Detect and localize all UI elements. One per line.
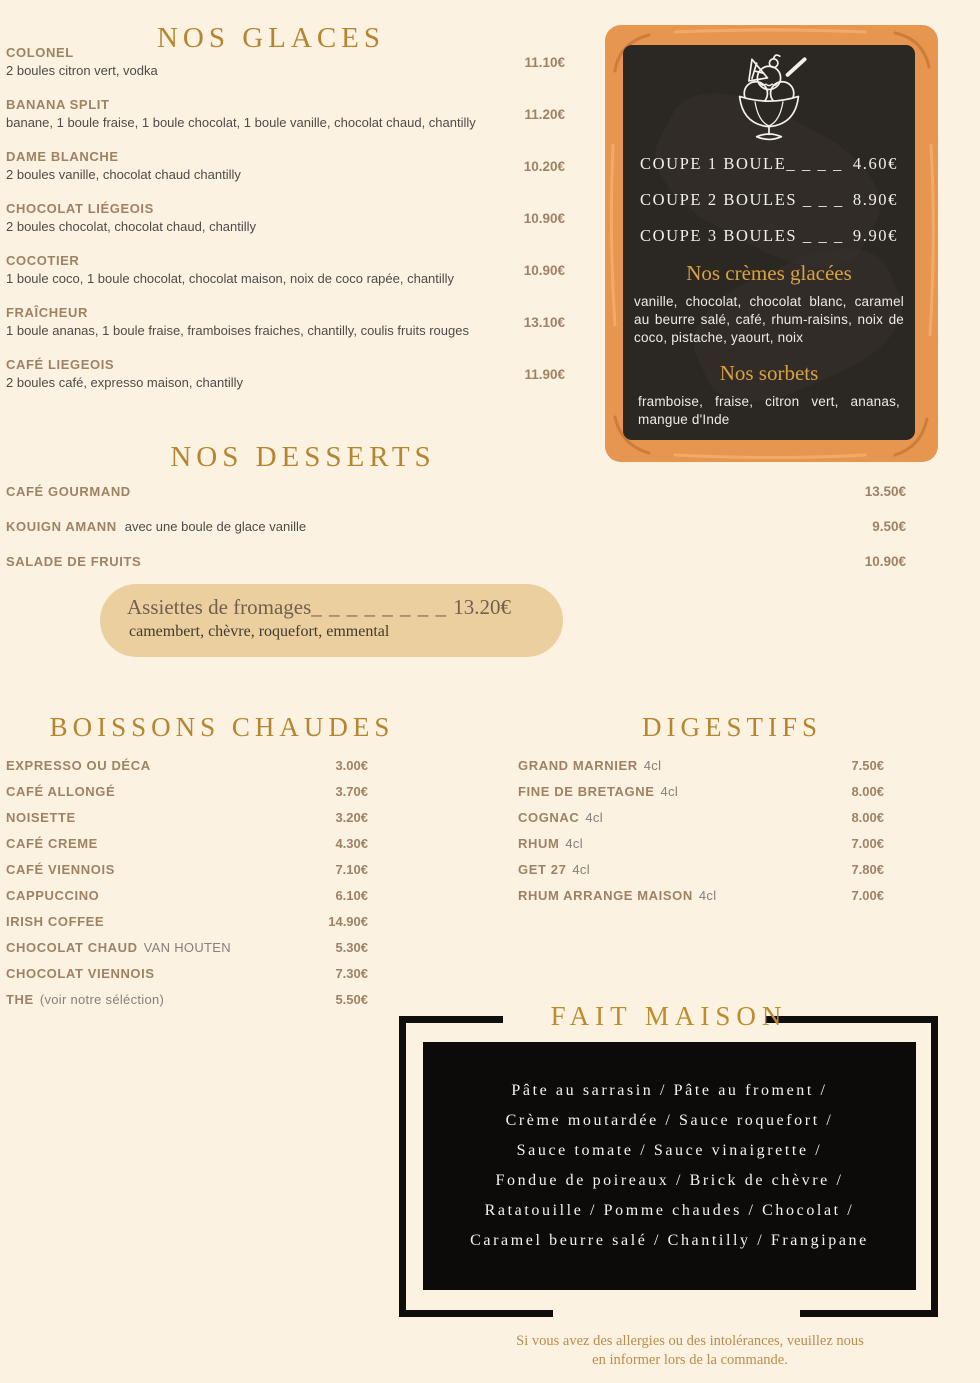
item-name: FRAÎCHEUR — [6, 305, 88, 320]
allergy-notice-line2: en informer lors de la commande. — [592, 1352, 788, 1368]
item-name: CAFÉ ALLONGÉ — [6, 784, 116, 799]
item-price: 5.50€ — [335, 992, 368, 1007]
item-name: COCOTIER — [6, 253, 80, 268]
item-name: CAFÉ LIEGEOIS — [6, 357, 115, 372]
item-description: banane, 1 boule fraise, 1 boule chocolat, 1 boule vanille, chocolat chaud, chantilly — [6, 115, 476, 130]
digestifs-section-title: DIGESTIFS — [641, 712, 822, 742]
menu-item-row — [6, 252, 565, 288]
allergy-notice-line1: Si vous avez des allergies ou des intolérances, veuillez nous — [516, 1333, 864, 1349]
coupe-label: COUPE 2 BOULES — [640, 190, 798, 209]
fait-maison-line: Ratatouille / Pomme chaudes / Chocolat / — [484, 1202, 855, 1219]
item-name: CHOCOLAT VIENNOIS — [6, 966, 155, 981]
coupe-row — [640, 189, 898, 211]
item-price: 13.10€ — [523, 314, 565, 330]
dessert-row — [6, 518, 906, 536]
item-name: DAME BLANCHE — [6, 149, 119, 164]
item-name: FINE DE BRETAGNE — [518, 784, 655, 799]
frame-gap-bottom — [553, 1306, 800, 1319]
item-description: 1 boule ananas, 1 boule fraise, framboises fraiches, chantilly, coulis fruits rouges — [6, 323, 469, 338]
item-price: 6.10€ — [335, 888, 368, 903]
item-description: 2 boules chocolat, chocolat chaud, chantilly — [6, 219, 257, 234]
menu-item-row — [6, 44, 565, 80]
drink-row — [518, 809, 884, 826]
digestifs-list — [518, 757, 884, 913]
drink-row — [6, 991, 368, 1008]
fait-maison-line: Fondue de poireaux / Brick de chèvre / — [495, 1172, 844, 1189]
coupe-dots: _ _ _ — [797, 190, 850, 209]
glaces-list — [6, 44, 565, 408]
coupe-label: COUPE 3 BOULES — [640, 226, 798, 245]
item-price: 11.10€ — [524, 54, 565, 70]
item-name: RHUM — [518, 836, 560, 851]
item-price: 14.90€ — [328, 914, 368, 929]
item-name: CAFÉ CREME — [6, 836, 98, 851]
fromages-title: Assiettes de fromages — [127, 595, 312, 619]
glaces-section-title: NOS GLACES — [156, 22, 386, 54]
menu-item-row — [6, 304, 565, 340]
item-price: 7.30€ — [335, 966, 368, 981]
item-note: 4cl — [572, 862, 590, 877]
drink-row — [6, 835, 368, 852]
coupe-price-list — [623, 153, 915, 247]
item-name: GET 27 — [518, 862, 567, 877]
fromages-price: 13.20€ — [453, 595, 512, 619]
item-name: CHOCOLAT CHAUD — [6, 940, 138, 955]
coupe-dots: _ _ _ — [797, 226, 850, 245]
item-note: 4cl — [660, 784, 679, 799]
chalkboard-surface — [623, 45, 915, 440]
fait-maison-line: Pâte au sarrasin / Pâte au froment / — [511, 1082, 828, 1099]
item-description: 1 boule coco, 1 boule chocolat, chocolat maison, noix de coco rapée, chantilly — [6, 271, 455, 286]
drink-row — [518, 887, 884, 904]
item-price: 3.00€ — [335, 758, 368, 773]
item-price: 9.50€ — [872, 519, 906, 534]
boissons-list — [6, 757, 368, 1017]
drink-row — [6, 965, 368, 982]
coupe-price: 9.90€ — [852, 226, 898, 245]
sorbets-flavors: framboise, fraise, citron vert, ananas, mangue d'Inde — [638, 394, 900, 427]
sundae-icon — [721, 53, 817, 143]
drink-row — [6, 939, 368, 956]
item-price: 3.70€ — [335, 784, 368, 799]
fait-maison-line: Caramel beurre salé / Chantilly / Frangipane — [470, 1232, 869, 1249]
item-price: 10.90€ — [864, 554, 906, 569]
item-note: (voir notre séléction) — [39, 992, 165, 1007]
fait-maison-title: FAIT MAISON — [550, 1001, 788, 1031]
coupe-price: 4.60€ — [852, 154, 898, 173]
item-price: 8.00€ — [851, 784, 884, 799]
drink-row — [6, 887, 368, 904]
drink-row — [518, 861, 884, 878]
fromages-dots: _ _ _ _ _ _ _ _ — [311, 595, 454, 619]
fait-maison-line: Crème moutardée / Sauce roquefort / — [505, 1112, 834, 1129]
chalkboard — [605, 25, 938, 462]
drink-row — [6, 809, 368, 826]
item-name: SALADE DE FRUITS — [6, 554, 142, 569]
item-price: 8.00€ — [851, 810, 884, 825]
item-note: VAN HOUTEN — [143, 940, 231, 955]
fromages-description: camembert, chèvre, roquefort, emmental — [129, 623, 390, 640]
item-price: 11.90€ — [524, 366, 565, 382]
item-name: CAFÉ GOURMAND — [6, 484, 131, 499]
item-note: 4cl — [585, 810, 603, 825]
item-price: 13.50€ — [864, 484, 906, 499]
item-price: 7.10€ — [335, 862, 368, 877]
item-name: IRISH COFFEE — [6, 914, 105, 929]
desserts-section-title: NOS DESSERTS — [170, 441, 436, 473]
item-price: 7.00€ — [851, 836, 884, 851]
drink-row — [6, 861, 368, 878]
item-description: 2 boules citron vert, vodka — [6, 63, 158, 78]
boissons-section-title: BOISSONS CHAUDES — [49, 712, 395, 742]
dessert-row — [6, 483, 906, 501]
item-price: 10.90€ — [523, 262, 565, 278]
sorbets-title: Nos sorbets — [719, 361, 819, 385]
coupe-row — [640, 153, 898, 175]
item-name: EXPRESSO OU DÉCA — [6, 758, 151, 773]
item-name: KOUIGN AMANN — [6, 519, 117, 534]
item-description: 2 boules café, expresso maison, chantilly — [6, 375, 244, 390]
item-name: COLONEL — [6, 45, 74, 60]
item-price: 4.30€ — [335, 836, 368, 851]
item-price: 7.50€ — [851, 758, 884, 773]
menu-item-row — [6, 200, 565, 236]
item-note: 4cl — [698, 888, 717, 903]
item-name: CAPPUCCINO — [6, 888, 100, 903]
drink-row — [6, 757, 368, 774]
drink-row — [6, 783, 368, 800]
item-name: CHOCOLAT LIÉGEOIS — [6, 201, 154, 216]
cremes-glacees-title: Nos crèmes glacées — [686, 261, 852, 285]
coupe-dots: _ _ _ _ — [786, 154, 849, 173]
menu-item-row — [6, 356, 565, 392]
item-price: 7.00€ — [851, 888, 884, 903]
drink-row — [518, 835, 884, 852]
item-name: GRAND MARNIER — [518, 758, 638, 773]
item-name: NOISETTE — [6, 810, 76, 825]
cremes-glacees-flavors: vanille, chocolat, chocolat blanc, caramel au beurre salé, café, rhum-raisins, noix de coco, pistache, yaourt, noix — [634, 294, 904, 345]
drink-row — [6, 913, 368, 930]
item-price: 10.20€ — [523, 158, 565, 174]
item-name: COGNAC — [518, 810, 580, 825]
item-price: 10.90€ — [523, 210, 565, 226]
item-description: 2 boules vanille, chocolat chaud chantilly — [6, 167, 241, 182]
item-price: 7.80€ — [851, 862, 884, 877]
item-price: 3.20€ — [335, 810, 368, 825]
item-name: RHUM ARRANGE MAISON — [518, 888, 693, 903]
item-price: 11.20€ — [524, 106, 565, 122]
item-name: THE — [6, 992, 34, 1007]
item-note: 4cl — [643, 758, 662, 773]
coupe-row — [640, 225, 898, 247]
menu-item-row — [6, 148, 565, 184]
item-note: 4cl — [565, 836, 583, 851]
item-price: 5.30€ — [335, 940, 368, 955]
fromages-badge — [100, 584, 563, 657]
fait-maison-box — [423, 1042, 916, 1290]
coupe-price: 8.90€ — [852, 190, 898, 209]
allergy-notice — [400, 1332, 980, 1370]
coupe-label: COUPE 1 BOULE — [640, 154, 787, 173]
dessert-row — [6, 553, 906, 571]
drink-row — [518, 783, 884, 800]
fait-maison-line: Sauce tomate / Sauce vinaigrette / — [516, 1142, 823, 1159]
item-name: BANANA SPLIT — [6, 97, 110, 112]
menu-item-row — [6, 96, 565, 132]
desserts-list — [6, 483, 906, 588]
item-name: CAFÉ VIENNOIS — [6, 862, 115, 877]
item-note: avec une boule de glace vanille — [124, 519, 307, 534]
drink-row — [518, 757, 884, 774]
